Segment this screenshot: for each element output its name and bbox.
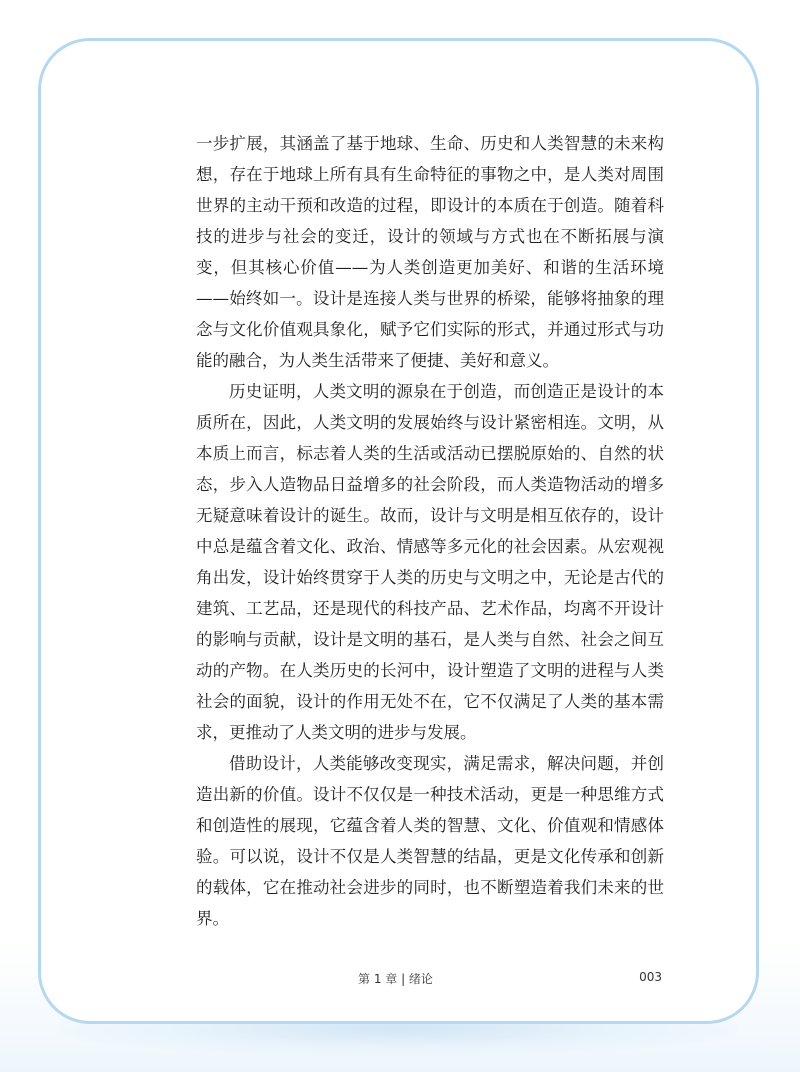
page-number: 003 [639,970,662,984]
paragraph-2: 历史证明，人类文明的源泉在于创造，而创造正是设计的本质所在，因此，人类文明的发展始终与设计紧密相连。文明，从本质上而言，标志着人类的生活或活动已摆脱原始的、自然的状态，步入人造物品日益增多的社会阶段，而人类造物活动的增多无疑意味着设计的诞生。故而，设计与文明是相互依存的，设计中总是蕴含着文化、政治、情感等多元化的社会因素。从宏观视角出发，设计始终贯穿于人类的历史与文明之中，无论是古代的建筑、工艺品，还是现代的科技产品、艺术作品，均离不开设计的影响与贡献，设计是文明的基石，是人类与自然、社会之间互动的产物。在人类历史的长河中，设计塑造了文明的进程与人类社会的面貌，设计的作用无处不在，它不仅满足了人类的基本需求，更推动了人类文明的进步与发展。 [196,382,664,742]
paragraph-3: 借助设计，人类能够改变现实，满足需求，解决问题，并创造出新的价值。设计不仅仅是一种技术活动，更是一种思维方式和创造性的展现，它蕴含着人类的智慧、文化、价值观和情感体验。可以说，设计不仅是人类智慧的结晶，更是文化传承和创新的载体，它在推动社会进步的同时，也不断塑造着我们未来的世界。 [196,754,664,928]
body-text [196,128,664,934]
paragraph-1: 一步扩展，其涵盖了基于地球、生命、历史和人类智慧的未来构想，存在于地球上所有具有生命特征的事物之中，是人类对周围世界的主动干预和改造的过程，即设计的本质在于创造。随着科技的进步与社会的变迁，设计的领域与方式也在不断拓展与演变，但其核心价值——为人类创造更加美好、和谐的生活环境——始终如一。设计是连接人类与世界的桥梁，能够将抽象的理念与文化价值观具象化，赋予它们实际的形式，并通过形式与功能的融合，为人类生活带来了便捷、美好和意义。 [196,134,664,370]
running-footer-chapter: 第 1 章 | 绪论 [358,972,433,986]
